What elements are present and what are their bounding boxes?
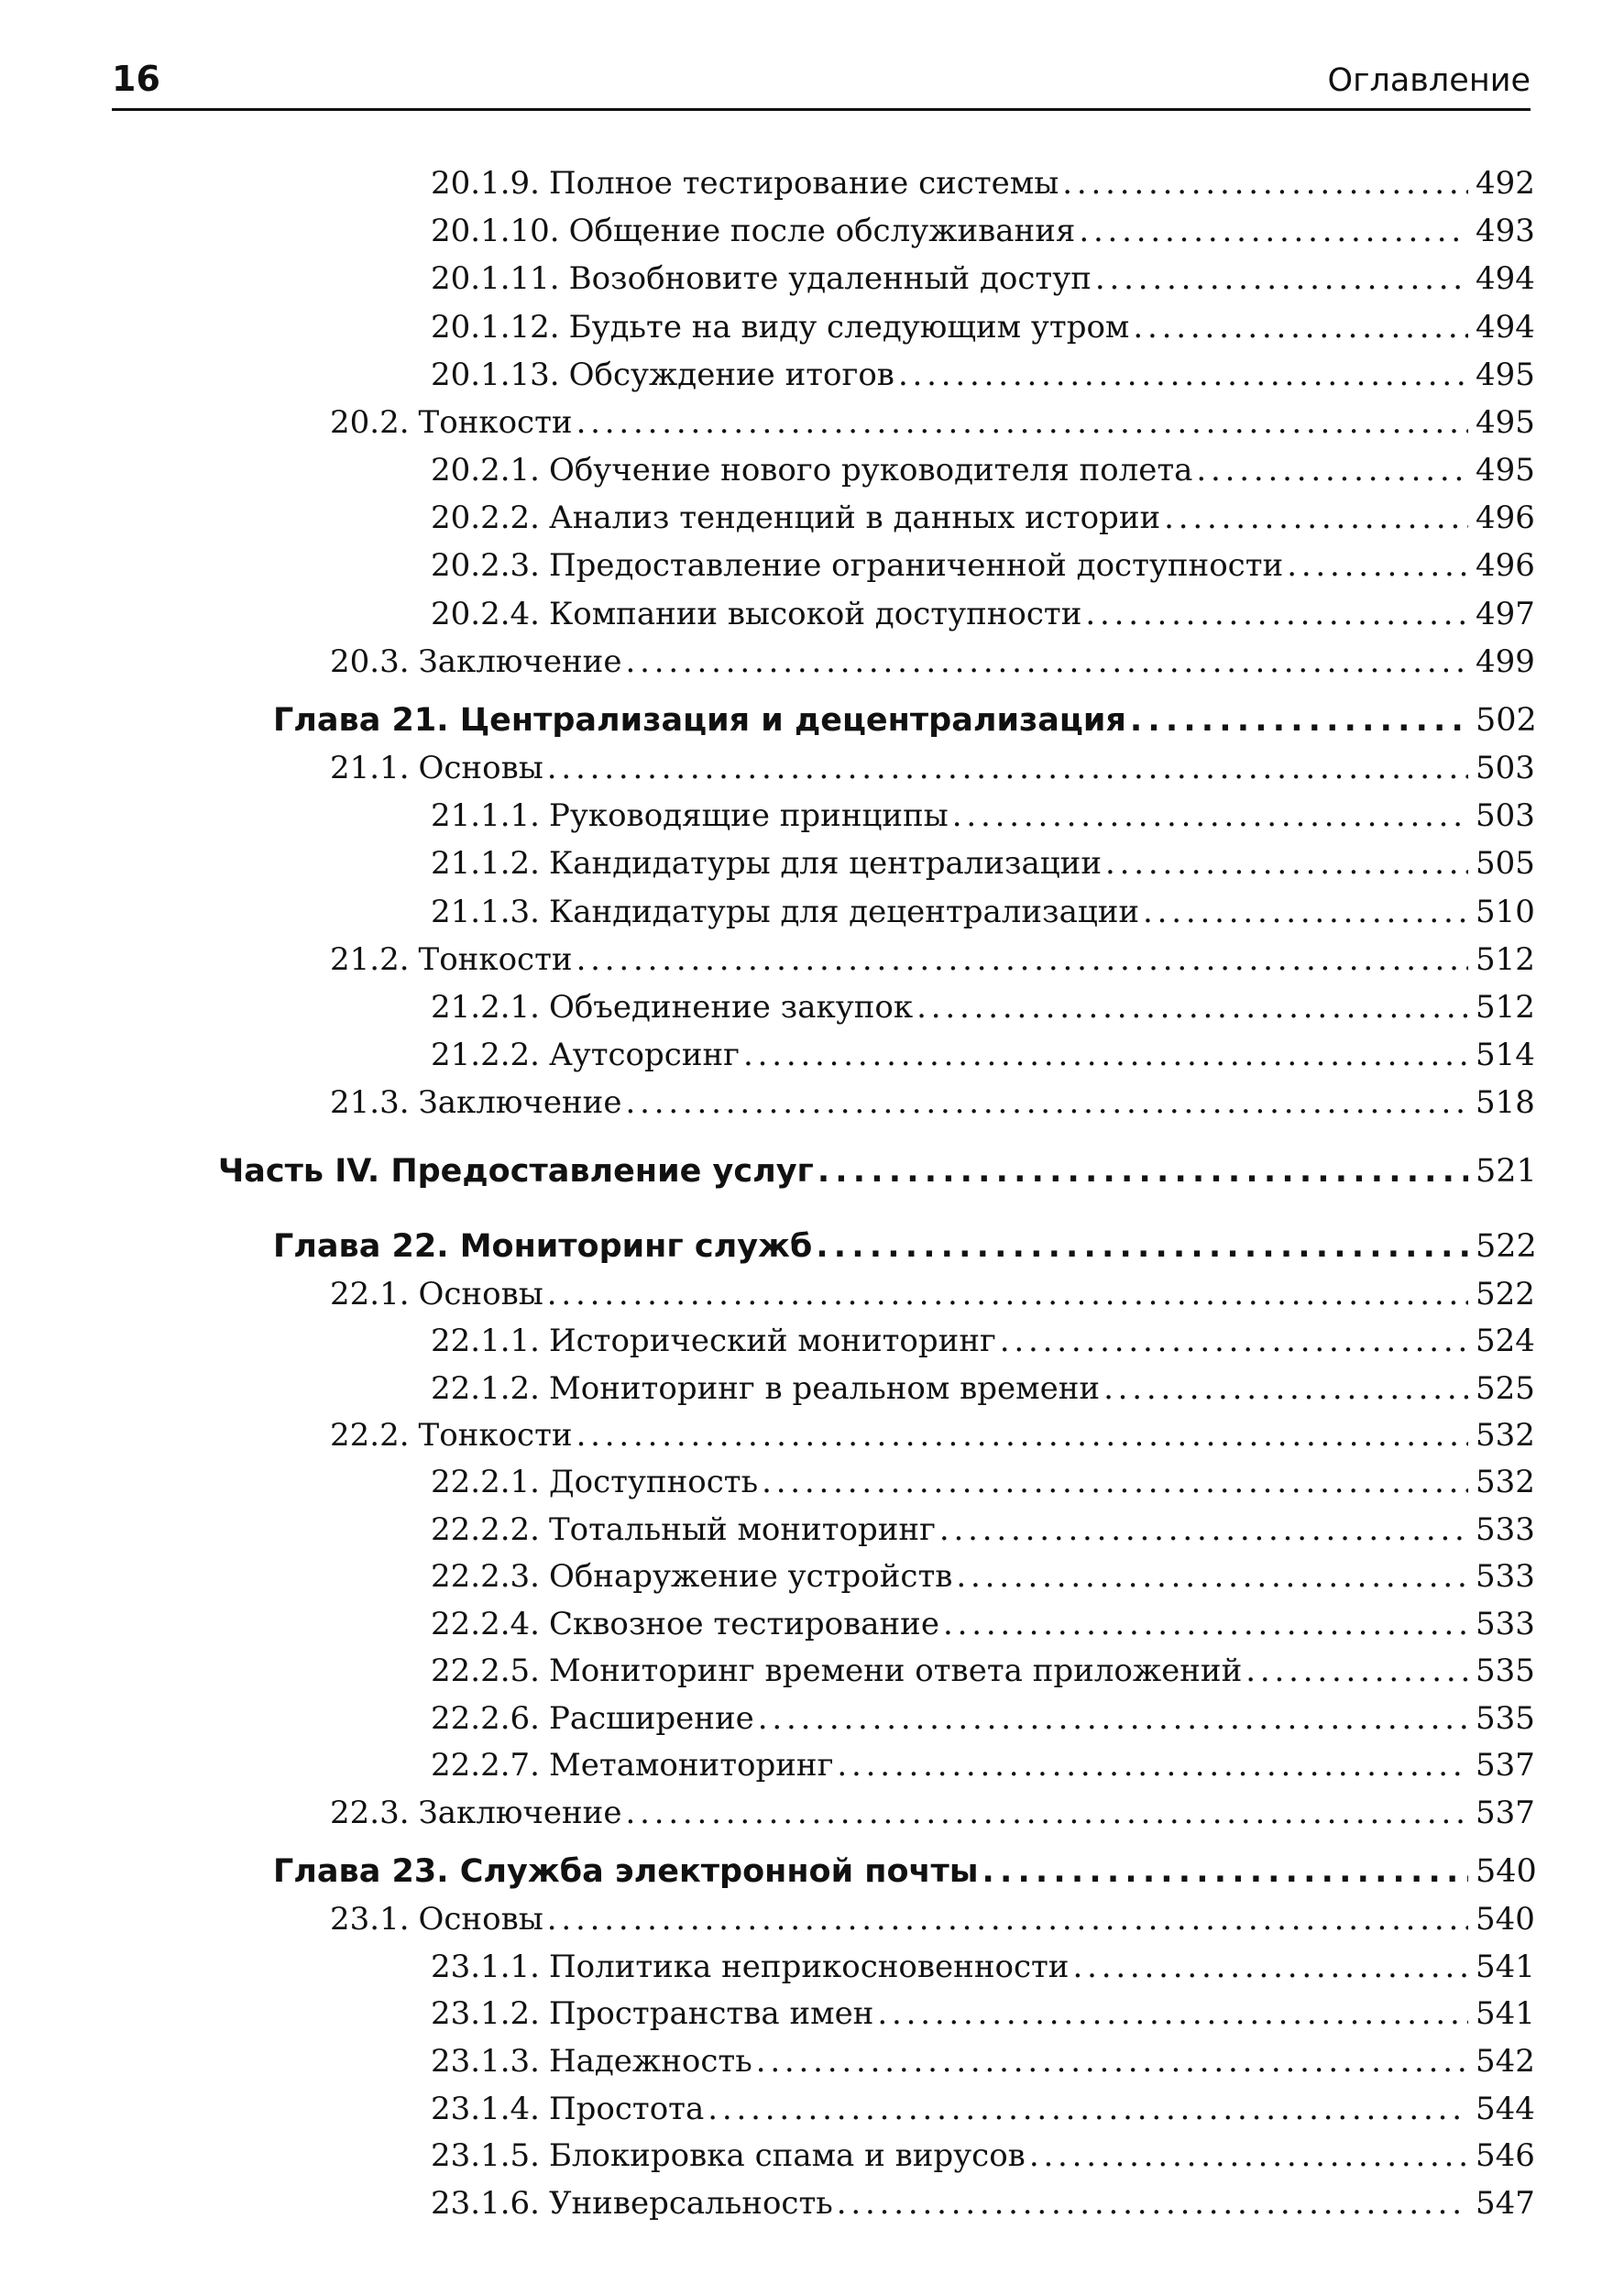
dot-leader — [576, 1417, 1468, 1454]
toc-entry-title: Объединение закупок — [548, 989, 914, 1026]
toc-entry-title: Общение после обслуживания — [568, 213, 1076, 249]
toc-entry-page: 495 — [1476, 404, 1535, 441]
toc-entry-title: Глава 21. Централизация и децентрализация — [273, 702, 1126, 739]
toc-entry-title: Метамониторинг — [548, 1747, 834, 1784]
toc-entry-number: 22.2.2. — [431, 1511, 540, 1548]
toc-entry[interactable] — [431, 1558, 1534, 1604]
toc-entry-number: 21.1.2. — [431, 845, 540, 882]
toc-entry[interactable] — [431, 165, 1534, 211]
toc-entry[interactable] — [431, 2137, 1534, 2183]
dot-leader — [1287, 547, 1468, 584]
toc-entry-number: 23.1.3. — [431, 2043, 540, 2080]
toc-entry-title: Тонкости — [418, 1417, 573, 1454]
toc-entry[interactable] — [431, 2043, 1534, 2089]
toc-entry-page: 512 — [1476, 989, 1535, 1026]
toc-entry-page: 532 — [1476, 1417, 1535, 1454]
toc-entry-page: 535 — [1476, 1700, 1535, 1737]
toc-entry-title: Тотальный мониторинг — [548, 1511, 936, 1548]
toc-entry-title: Блокировка спама и вирусов — [548, 2137, 1026, 2174]
toc-entry[interactable] — [431, 309, 1534, 355]
toc-entry-title: Аутсорсинг — [548, 1037, 740, 1073]
toc-entry-page: 541 — [1476, 1995, 1535, 2032]
toc-entry-number: 20.2.3. — [431, 547, 540, 584]
toc-entry[interactable] — [330, 1276, 1534, 1322]
toc-entry[interactable] — [431, 1323, 1534, 1368]
toc-entry-page: 525 — [1476, 1370, 1535, 1407]
toc-entry-title: Компании высокой доступности — [548, 596, 1082, 632]
dot-leader — [708, 2091, 1468, 2127]
dot-leader — [576, 941, 1468, 978]
toc-entry-number: 21.2.1. — [431, 989, 540, 1026]
toc-entry-title: Обсуждение итогов — [568, 357, 894, 393]
toc-entry-number: 23.1.2. — [431, 1995, 540, 2032]
toc-entry[interactable] — [431, 1995, 1534, 2041]
page-number: 16 — [112, 59, 160, 99]
toc-entry-title: Тонкости — [418, 941, 573, 978]
dot-leader — [758, 1700, 1468, 1737]
toc-entry[interactable] — [273, 702, 1537, 748]
toc-entry[interactable] — [431, 500, 1534, 545]
toc-entry-number: 20.2.2. — [431, 500, 540, 536]
dot-leader — [1085, 596, 1468, 632]
dot-leader — [1164, 500, 1468, 536]
toc-entry-page: 522 — [1476, 1276, 1535, 1312]
dot-leader — [1029, 2137, 1468, 2174]
toc-entry-title: Заключение — [418, 1084, 622, 1121]
dot-leader — [1079, 213, 1468, 249]
toc-entry-title: Основы — [418, 1276, 543, 1312]
toc-entry-number: 22.2.1. — [431, 1464, 540, 1500]
dot-leader — [1196, 452, 1468, 489]
toc-entry-page: 496 — [1476, 500, 1535, 536]
toc-entry-page: 522 — [1476, 1228, 1537, 1265]
toc-entry-title: Кандидатуры для централизации — [548, 845, 1102, 882]
toc-entry-page: 535 — [1476, 1653, 1535, 1689]
toc-entry-number: 23.1.1. — [431, 1949, 540, 1985]
toc-entry-title: Тонкости — [418, 404, 573, 441]
toc-entry-page: 540 — [1476, 1901, 1535, 1938]
toc-entry-title: Возобновите удаленный доступ — [568, 260, 1092, 297]
toc-entry[interactable] — [431, 894, 1534, 939]
dot-leader — [817, 1153, 1468, 1190]
toc-entry-title: Простота — [548, 2091, 705, 2127]
dot-leader — [952, 797, 1468, 834]
toc-entry-number: 22.1.2. — [431, 1370, 540, 1407]
toc-entry-number: 21.1.1. — [431, 797, 540, 834]
toc-entry-title: Заключение — [418, 643, 622, 680]
dot-leader — [898, 357, 1468, 393]
dot-leader — [625, 1795, 1468, 1831]
toc-entry[interactable] — [273, 1228, 1537, 1274]
toc-entry-page: 541 — [1476, 1949, 1535, 1985]
toc-entry-title: Расширение — [548, 1700, 754, 1737]
toc-entry-page: 494 — [1476, 309, 1535, 346]
toc-entry-page: 533 — [1476, 1558, 1535, 1595]
toc-entry-title: Исторический мониторинг — [548, 1323, 996, 1359]
toc-entry-number: 21.1.3. — [431, 894, 540, 930]
toc-entry-title: Глава 23. Служба электронной почты — [273, 1853, 979, 1890]
toc-entry[interactable] — [431, 1606, 1534, 1652]
toc-entry[interactable] — [330, 404, 1534, 450]
toc-entry-page: 537 — [1476, 1747, 1535, 1784]
dot-leader — [1000, 1323, 1468, 1359]
toc-entry-page: 494 — [1476, 260, 1535, 297]
toc-entry[interactable] — [431, 797, 1534, 843]
toc-entry-number: 22.2.5. — [431, 1653, 540, 1689]
toc-entry[interactable] — [218, 1153, 1537, 1199]
toc-entry[interactable] — [330, 1084, 1534, 1130]
toc-entry[interactable] — [431, 452, 1534, 498]
toc-entry-page: 505 — [1476, 845, 1535, 882]
toc-entry[interactable] — [431, 596, 1534, 642]
toc-entry-page: 503 — [1476, 797, 1535, 834]
toc-entry-title: Полное тестирование системы — [548, 165, 1059, 202]
toc-entry-number: 22.2. — [330, 1417, 410, 1454]
dot-leader — [816, 1228, 1468, 1265]
toc-entry-number: 20.2.4. — [431, 596, 540, 632]
dot-leader — [756, 2043, 1468, 2080]
toc-entry-title: Обнаружение устройств — [548, 1558, 953, 1595]
toc-entry-page: 492 — [1476, 165, 1535, 202]
toc-entry-number: 23.1.5. — [431, 2137, 540, 2174]
toc-entry[interactable] — [273, 1853, 1537, 1899]
dot-leader — [1133, 309, 1468, 346]
toc-entry-title: Сквозное тестирование — [548, 1606, 939, 1642]
toc-entry-number: 21.2. — [330, 941, 410, 978]
dot-leader — [1105, 845, 1468, 882]
toc-entry-number: 23.1.4. — [431, 2091, 540, 2127]
dot-leader — [877, 1995, 1468, 2032]
toc-entry-number: 22.1. — [330, 1276, 410, 1312]
toc-entry-number: 22.2.7. — [431, 1747, 540, 1784]
dot-leader — [547, 750, 1468, 786]
toc-entry[interactable] — [431, 845, 1534, 891]
toc-entry-number: 20.1.13. — [431, 357, 560, 393]
toc-entry-title: Пространства имен — [548, 1995, 874, 2032]
toc-entry-page: 496 — [1476, 547, 1535, 584]
dot-leader — [547, 1276, 1468, 1312]
toc-entry[interactable] — [431, 213, 1534, 258]
toc-entry-number: 22.2.4. — [431, 1606, 540, 1642]
toc-entry-title: Анализ тенденций в данных истории — [548, 500, 1161, 536]
dot-leader — [1245, 1653, 1468, 1689]
toc-entry-title: Универсальность — [548, 2185, 833, 2222]
toc-entry[interactable] — [330, 1795, 1534, 1840]
toc-entry-number: 22.3. — [330, 1795, 410, 1831]
toc-entry-title: Мониторинг времени ответа приложений — [548, 1653, 1243, 1689]
toc-entry-title: Основы — [418, 1901, 543, 1938]
toc-entry-page: 546 — [1476, 2137, 1535, 2174]
toc-entry-number: 21.3. — [330, 1084, 410, 1121]
running-title: Оглавление — [1327, 62, 1531, 99]
toc-entry-title: Мониторинг в реальном времени — [548, 1370, 1101, 1407]
toc-entry-title: Надежность — [548, 2043, 752, 2080]
toc-entry-page: 524 — [1476, 1323, 1535, 1359]
toc-entry-number: 23.1. — [330, 1901, 410, 1938]
toc-entry-page: 537 — [1476, 1795, 1535, 1831]
toc-entry[interactable] — [431, 260, 1534, 306]
dot-leader — [837, 1747, 1468, 1784]
dot-leader — [743, 1037, 1468, 1073]
toc-entry-page: 533 — [1476, 1606, 1535, 1642]
toc-entry-page: 495 — [1476, 452, 1535, 489]
dot-leader — [943, 1606, 1468, 1642]
toc-entry[interactable] — [431, 1037, 1534, 1082]
toc-entry-title: Будьте на виду следующим утром — [568, 309, 1130, 346]
toc-entry[interactable] — [431, 1653, 1534, 1698]
toc-entry-page: 493 — [1476, 213, 1535, 249]
dot-leader — [762, 1464, 1468, 1500]
toc-entry[interactable] — [330, 750, 1534, 796]
toc-entry-page: 521 — [1476, 1153, 1537, 1190]
toc-entry-title: Глава 22. Мониторинг служб — [273, 1228, 813, 1265]
toc-entry-page: 547 — [1476, 2185, 1535, 2222]
dot-leader — [956, 1558, 1468, 1595]
toc-entry-number: 22.1.1. — [431, 1323, 540, 1359]
toc-entry-number: 20.1.10. — [431, 213, 560, 249]
toc-entry[interactable] — [431, 989, 1534, 1035]
dot-leader — [625, 643, 1468, 680]
dot-leader — [547, 1901, 1468, 1938]
toc-entry-page: 532 — [1476, 1464, 1535, 1500]
toc-entry[interactable] — [330, 643, 1534, 689]
toc-entry-number: 20.3. — [330, 643, 410, 680]
dot-leader — [1062, 165, 1468, 202]
toc-entry-page: 542 — [1476, 2043, 1535, 2080]
toc-entry-page: 499 — [1476, 643, 1535, 680]
toc-entry-page: 540 — [1476, 1853, 1537, 1890]
toc-entry-number: 20.2.1. — [431, 452, 540, 489]
toc-entry-page: 497 — [1476, 596, 1535, 632]
toc-entry-page: 510 — [1476, 894, 1535, 930]
toc-entry[interactable] — [431, 1747, 1534, 1793]
dot-leader — [1143, 894, 1468, 930]
toc-entry-title: Политика неприкосновенности — [548, 1949, 1070, 1985]
toc-entry-number: 21.1. — [330, 750, 410, 786]
toc-entry-page: 533 — [1476, 1511, 1535, 1548]
toc-entry[interactable] — [431, 1700, 1534, 1746]
toc-entry-title: Кандидатуры для децентрализации — [548, 894, 1140, 930]
dot-leader — [982, 1853, 1468, 1890]
toc-entry-number: 20.1.9. — [431, 165, 540, 202]
toc-entry-title: Заключение — [418, 1795, 622, 1831]
toc-entry-title: Руководящие принципы — [548, 797, 949, 834]
toc-entry-number: 20.2. — [330, 404, 410, 441]
toc-entry[interactable] — [431, 1464, 1534, 1510]
toc-entry[interactable] — [330, 1417, 1534, 1463]
toc-entry[interactable] — [431, 2091, 1534, 2136]
toc-entry-title: Часть IV. Предоставление услуг — [218, 1153, 814, 1190]
toc-entry-page: 544 — [1476, 2091, 1535, 2127]
toc-entry-page: 503 — [1476, 750, 1535, 786]
dot-leader — [625, 1084, 1468, 1121]
toc-entry-number: 21.2.2. — [431, 1037, 540, 1073]
dot-leader — [916, 989, 1468, 1026]
toc-entry-number: 23.1.6. — [431, 2185, 540, 2222]
toc-entry[interactable] — [431, 547, 1534, 593]
toc-entry-page: 495 — [1476, 357, 1535, 393]
toc-entry-title: Доступность — [548, 1464, 759, 1500]
dot-leader — [1103, 1370, 1468, 1407]
toc-entry[interactable] — [431, 1370, 1534, 1416]
toc-entry[interactable] — [431, 2185, 1534, 2231]
toc-entry[interactable] — [431, 357, 1534, 402]
toc-entry-title: Основы — [418, 750, 543, 786]
toc-entry-number: 22.2.6. — [431, 1700, 540, 1737]
toc-entry-page: 512 — [1476, 941, 1535, 978]
toc-entry[interactable] — [330, 941, 1534, 987]
dot-leader — [576, 404, 1468, 441]
dot-leader — [1130, 702, 1468, 739]
toc-entry-page: 518 — [1476, 1084, 1535, 1121]
toc-entry[interactable] — [431, 1949, 1534, 1994]
toc-entry-title: Обучение нового руководителя полета — [548, 452, 1193, 489]
dot-leader — [837, 2185, 1468, 2222]
toc-entry-page: 502 — [1476, 702, 1537, 739]
dot-leader — [939, 1511, 1468, 1548]
toc-entry-number: 22.2.3. — [431, 1558, 540, 1595]
dot-leader — [1095, 260, 1468, 297]
toc-entry[interactable] — [431, 1511, 1534, 1557]
toc-entry[interactable] — [330, 1901, 1534, 1947]
toc-entry-title: Предоставление ограниченной доступности — [548, 547, 1284, 584]
toc-entry-number: 20.1.12. — [431, 309, 560, 346]
toc-entry-number: 20.1.11. — [431, 260, 560, 297]
toc-entry-page: 514 — [1476, 1037, 1535, 1073]
dot-leader — [1072, 1949, 1468, 1985]
